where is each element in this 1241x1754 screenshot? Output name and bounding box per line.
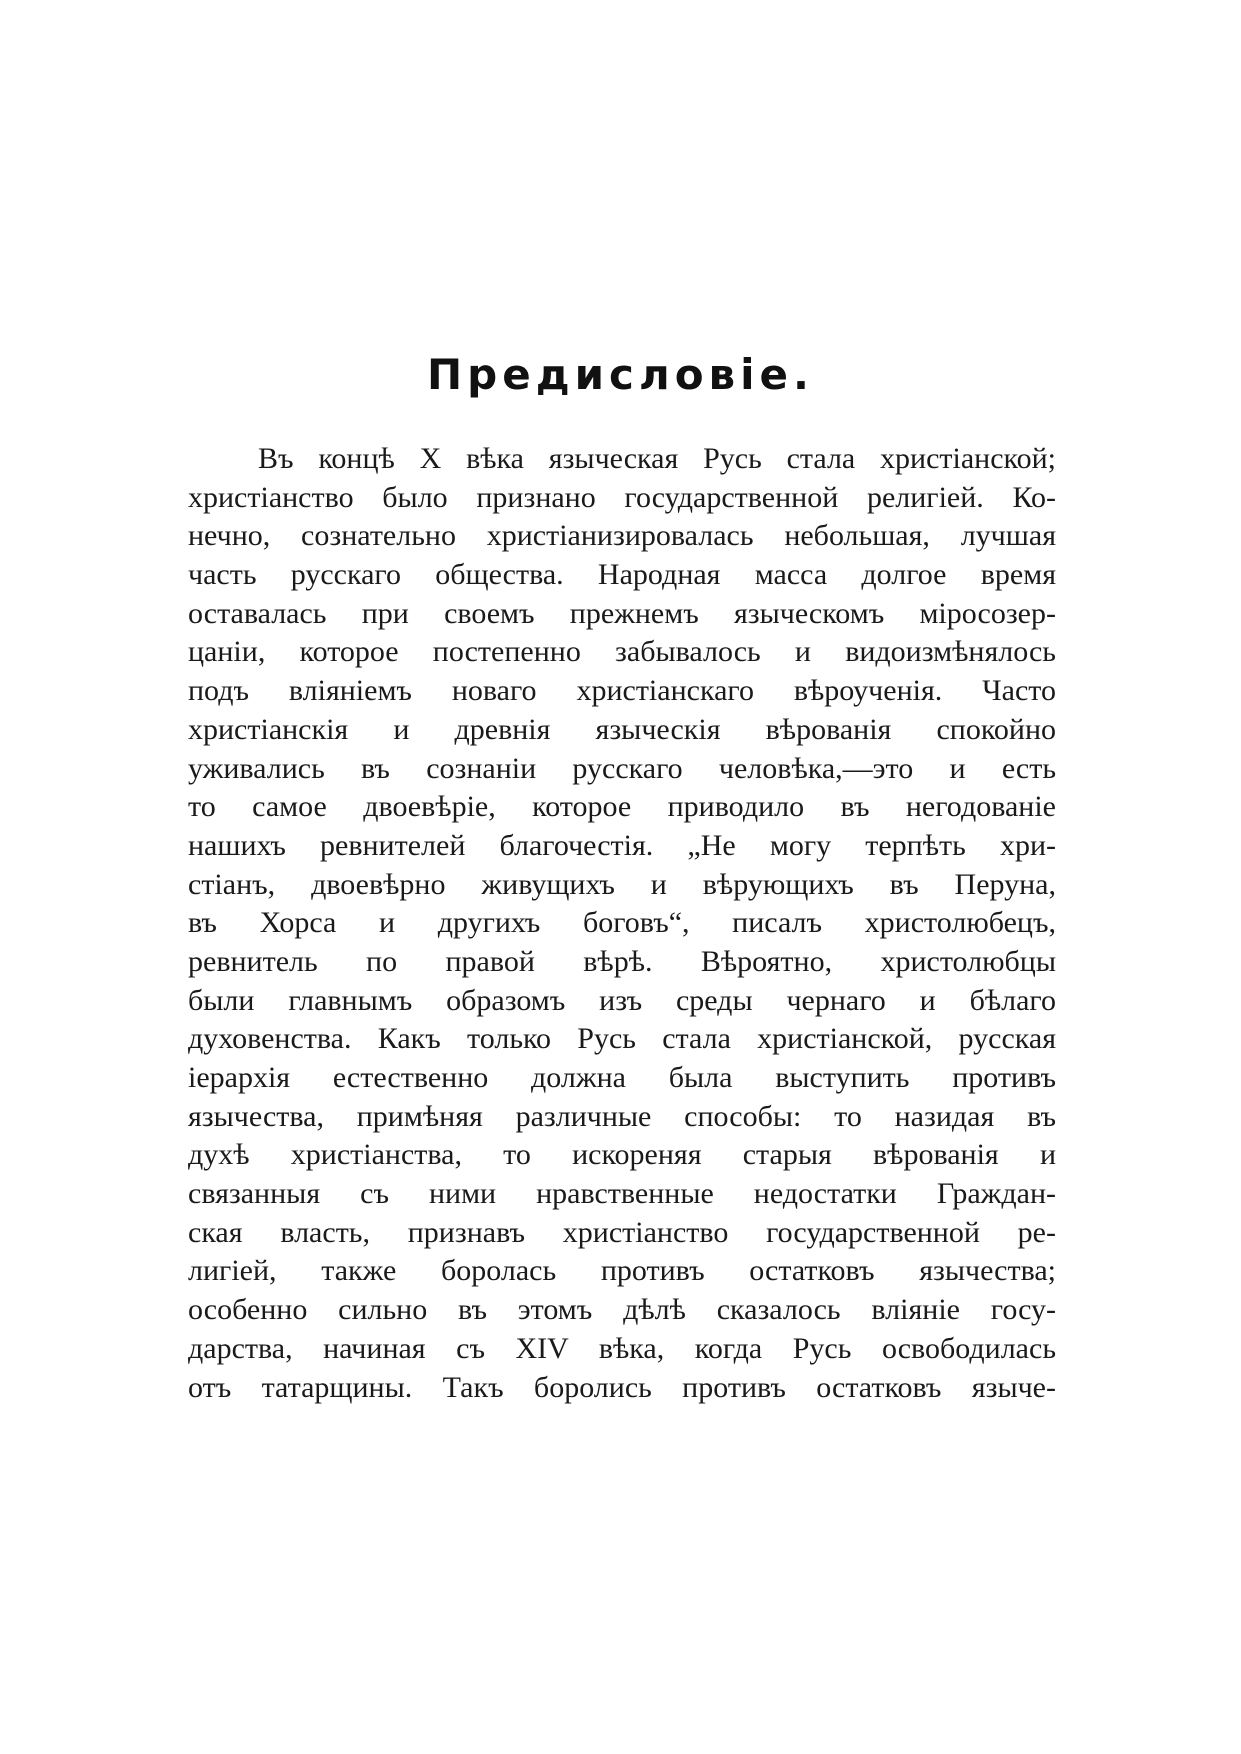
text-line: особенно сильно въ этомъ дѣлѣ сказалось вліяніе госу- — [188, 1293, 1056, 1327]
text-line: духовенства. Какъ только Русь стала христіанской, русская — [188, 1022, 1056, 1056]
text-line: цаніи, которое постепенно забывалось и видоизмѣнялось — [188, 635, 1056, 669]
text-line: христіанскія и древнія языческія вѣрованія спокойно — [188, 712, 1056, 746]
text-line: то самое двоевѣріе, которое приводило въ негодованіе — [188, 790, 1056, 824]
text-line: лигіей, также боролась противъ остатковъ язычества; — [188, 1254, 1056, 1288]
text-line: отъ татарщины. Такъ боролись противъ остатковъ языче- — [188, 1370, 1056, 1404]
text-line: дарства, начиная съ XIV вѣка, когда Русь освободилась — [188, 1331, 1056, 1365]
text-line: духѣ христіанства, то искореняя старыя вѣрованія и — [188, 1138, 1056, 1172]
text-line: часть русскаго общества. Народная масса долгое время — [188, 558, 1056, 592]
text-line: въ Хорса и другихъ боговъ“, писалъ христолюбецъ, — [188, 906, 1056, 940]
text-line: уживались въ сознаніи русскаго человѣка,—это и есть — [188, 751, 1056, 785]
text-line: іерархія естественно должна была выступить противъ — [188, 1061, 1056, 1094]
text-line: Въ концѣ X вѣка языческая Русь стала христіанской; — [258, 442, 1056, 475]
text-line: ревнитель по правой вѣрѣ. Вѣроятно, христолюбцы — [188, 944, 1056, 978]
text-line: связанныя съ ними нравственные недостатки Граждан- — [188, 1177, 1056, 1211]
text-line: христіанство было признано государственной религіей. Ко- — [188, 480, 1056, 514]
text-line: были главнымъ образомъ изъ среды чернаго и бѣлаго — [188, 983, 1056, 1017]
text-line: подъ вліяніемъ новаго христіанскаго вѣроученія. Часто — [188, 674, 1056, 708]
text-line: нашихъ ревнителей благочестія. „Не могу терпѣть хри- — [188, 828, 1056, 862]
body-text — [188, 440, 1056, 1407]
text-line: ская власть, признавъ христіанство государственной ре- — [188, 1215, 1056, 1249]
page-heading: Предисловіе. — [427, 350, 814, 399]
text-line: нечно, сознательно христіанизировалась небольшая, лучшая — [188, 519, 1056, 553]
text-line: стіанъ, двоевѣрно живущихъ и вѣрующихъ въ Перуна, — [188, 867, 1056, 901]
text-line: язычества, примѣняя различные способы: то назидая въ — [188, 1099, 1056, 1133]
text-line: оставалась при своемъ прежнемъ языческомъ міросозер- — [188, 596, 1056, 630]
